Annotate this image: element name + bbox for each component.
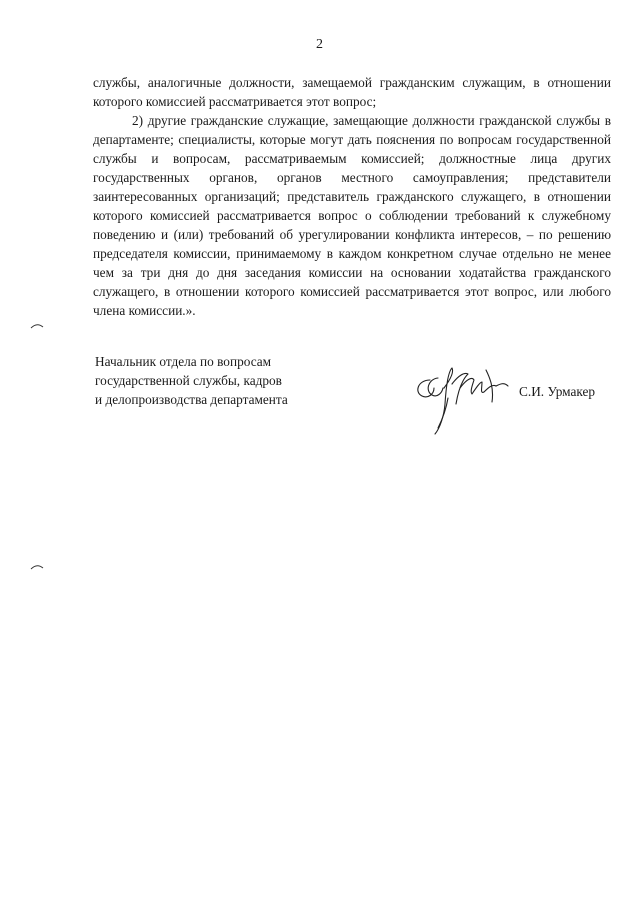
signer-name: С.И. Урмакер <box>519 384 596 399</box>
document-body <box>93 73 611 320</box>
margin-mark-lower <box>30 563 44 571</box>
handwritten-signature <box>408 358 518 438</box>
signer-position-line-1: Начальник отдела по вопросам <box>95 354 272 369</box>
paragraph-item-2: 2) другие гражданские служащие, замещающие должности гражданской службы в департаменте; специалисты, которые могут дать пояснения по вопросам государственной службы и вопросам, рассматриваемым комиссией; должностные лица других государственных органов, органов местного самоуправления; представители заинтересованных организаций; представитель гражданского служащего, в отношении которого комиссией рассматривается вопрос о соблюдении требований к служебному поведению и (или) требований об урегулировании конфликта интересов, – по решению председателя комиссии, принимаемому в каждом конкретном случае отдельно не менее чем за три дня до дня заседания комиссии на основании ходатайства гражданского служащего, в отношении которого комиссией рассматривается этот вопрос, или любого члена комиссии.». <box>93 113 611 318</box>
signer-position <box>95 352 345 409</box>
page-number: 2 <box>316 37 323 52</box>
signer-position-line-2: государственной службы, кадров <box>95 373 282 388</box>
signer-position-line-3: и делопроизводства департамента <box>95 392 288 407</box>
margin-mark-upper <box>30 322 44 330</box>
paragraph-continuation: службы, аналогичные должности, замещаемой гражданским служащим, в отношении которого комиссией рассматривается этот вопрос; <box>93 75 611 109</box>
